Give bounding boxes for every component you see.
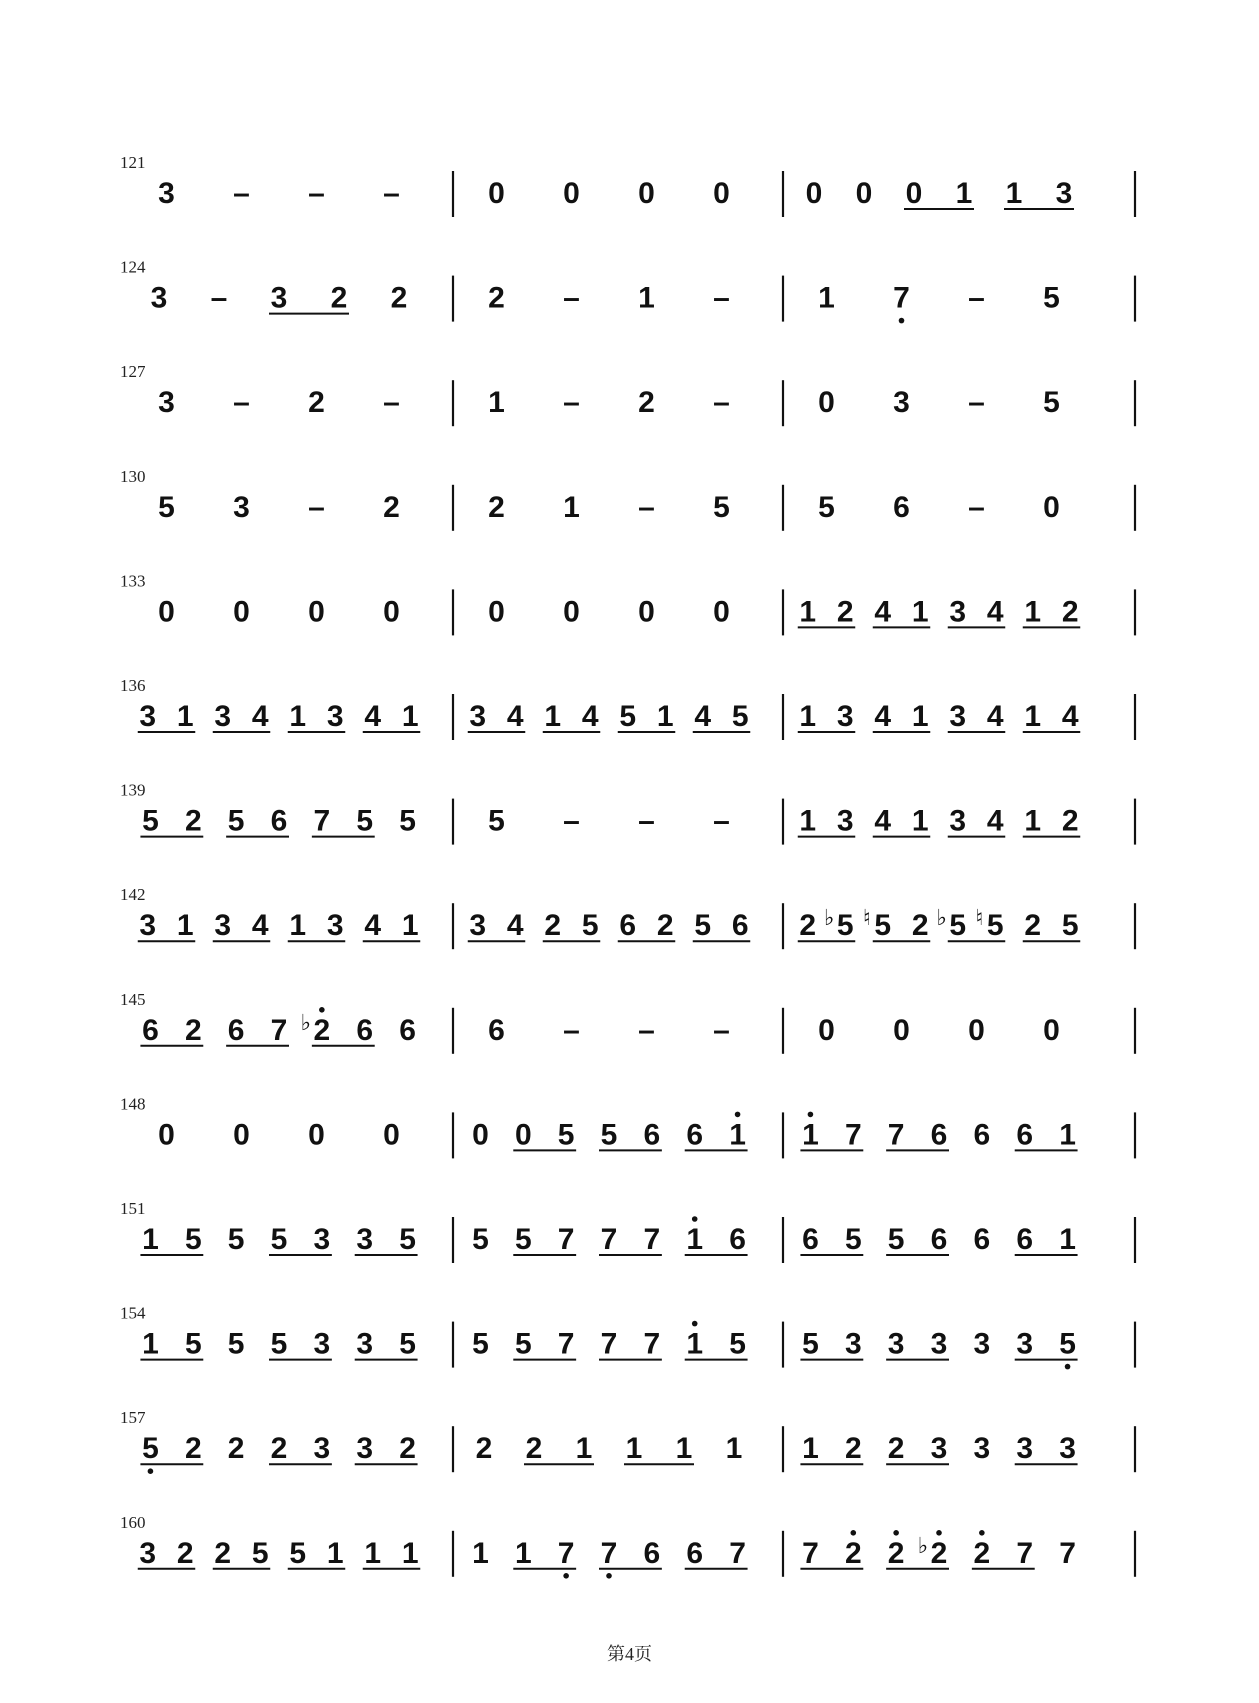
note: 7 [600, 1536, 618, 1570]
note: 7 [270, 1013, 288, 1047]
dash: – [713, 1013, 730, 1047]
note: 1 [401, 909, 419, 943]
dash: – [713, 804, 730, 838]
note: 0 [472, 1118, 489, 1152]
note: 1 [472, 1536, 489, 1570]
note: 5 [1043, 281, 1060, 315]
accidental: ♭ [824, 906, 835, 932]
note: 2 [973, 1536, 991, 1570]
note: 3 [930, 1327, 948, 1361]
accidental: ♭ [936, 906, 947, 932]
note: 2 [488, 281, 505, 315]
note: 3 [158, 386, 175, 420]
note: 2 [488, 490, 505, 524]
note: 1 [1059, 1118, 1076, 1152]
note: 6 [729, 1223, 746, 1256]
note: 7 [600, 1223, 618, 1256]
note: 5 [158, 490, 175, 524]
note: 0 [158, 1118, 175, 1152]
note: 1 [326, 1536, 344, 1570]
octave-dot [735, 1112, 741, 1118]
note: 3 [844, 1327, 862, 1361]
note: 5 [694, 909, 712, 943]
note: 1 [725, 1432, 743, 1466]
note: 4 [364, 909, 382, 943]
note: 2 [1061, 595, 1079, 629]
note: 1 [799, 804, 817, 838]
note: 6 [973, 1223, 991, 1256]
note: 1 [686, 1223, 704, 1256]
note: 0 [308, 1118, 325, 1152]
note: 4 [251, 909, 269, 943]
note: 3 [313, 1432, 331, 1466]
note: 5 [619, 700, 637, 733]
note: 5 [270, 1327, 288, 1361]
note: 4 [986, 700, 1004, 733]
note: 3 [893, 386, 910, 420]
note: 1 [575, 1432, 593, 1466]
note: 1 [729, 1118, 746, 1152]
dash: – [308, 490, 325, 524]
note: 4 [874, 700, 892, 733]
note: 2 [1024, 909, 1042, 943]
note: 3 [150, 281, 168, 315]
note: 1 [686, 1327, 704, 1361]
note: 6 [643, 1118, 661, 1152]
octave-dot [893, 1530, 899, 1536]
note: 6 [930, 1223, 948, 1256]
note: 0 [905, 177, 923, 210]
note: 1 [799, 595, 817, 629]
measure-number: 148 [120, 1094, 146, 1114]
dash: – [210, 281, 228, 315]
note: 6 [893, 490, 910, 524]
note: 0 [308, 595, 325, 629]
note: 2 [911, 909, 929, 943]
note: 6 [802, 1223, 819, 1256]
note: 3 [469, 909, 487, 943]
note: 7 [887, 1118, 905, 1152]
note: 2 [1061, 804, 1079, 838]
measure-number: 133 [120, 571, 146, 591]
note: 6 [1016, 1118, 1034, 1152]
note: 0 [638, 595, 655, 629]
note: 6 [686, 1536, 704, 1570]
note: 5 [184, 1327, 202, 1361]
note: 7 [844, 1118, 862, 1152]
measure-number: 154 [120, 1303, 146, 1323]
note: 1 [802, 1432, 819, 1466]
note: 3 [313, 1223, 331, 1256]
note: 2 [475, 1432, 493, 1466]
note: 3 [1016, 1327, 1034, 1361]
note: 5 [818, 490, 835, 524]
note: 4 [986, 595, 1004, 629]
note: 1 [289, 700, 307, 733]
note: 1 [911, 595, 929, 629]
note: 5 [986, 909, 1004, 943]
note: 0 [233, 1118, 250, 1152]
octave-dot [808, 1112, 814, 1118]
note: 2 [214, 1536, 232, 1570]
note: 1 [1024, 595, 1042, 629]
note: 1 [802, 1118, 819, 1152]
note: 3 [313, 1327, 331, 1361]
note: 1 [911, 700, 929, 733]
note: 7 [1016, 1536, 1034, 1570]
note: 1 [142, 1327, 159, 1361]
note: 4 [251, 700, 269, 733]
octave-dot [850, 1530, 856, 1536]
note: 1 [955, 177, 973, 210]
note: 0 [968, 1013, 985, 1047]
note: 1 [638, 281, 655, 315]
note: 2 [270, 1432, 288, 1466]
note: 3 [158, 177, 175, 210]
accidental: ♮ [862, 906, 871, 932]
note: 1 [799, 700, 817, 733]
note: 5 [227, 804, 245, 838]
note: 2 [844, 1432, 862, 1466]
note: 2 [330, 281, 348, 315]
measure-number: 160 [120, 1512, 146, 1532]
dash: – [563, 1013, 580, 1047]
note: 3 [326, 909, 344, 943]
note: 1 [1059, 1223, 1076, 1256]
note: 5 [802, 1327, 819, 1361]
note: 2 [227, 1432, 245, 1466]
measure-number: 142 [120, 885, 146, 905]
note: 2 [184, 804, 202, 838]
note: 6 [930, 1118, 948, 1152]
note: 2 [399, 1432, 416, 1466]
note: 3 [887, 1327, 905, 1361]
note: 3 [1055, 177, 1073, 210]
note: 5 [514, 1223, 532, 1256]
note: 5 [472, 1327, 489, 1361]
note: 6 [399, 1013, 416, 1047]
note: 6 [643, 1536, 661, 1570]
note: 2 [836, 595, 854, 629]
note: 0 [383, 1118, 400, 1152]
accidental: ♭ [917, 1533, 929, 1559]
note: 4 [364, 700, 382, 733]
note: 5 [399, 804, 416, 838]
note: 5 [874, 909, 892, 943]
octave-dot [692, 1321, 698, 1327]
note: 0 [514, 1118, 532, 1152]
note: 5 [514, 1327, 532, 1361]
note: 5 [184, 1223, 202, 1256]
note: 2 [930, 1536, 948, 1570]
note: 1 [401, 1536, 419, 1570]
note: 3 [836, 700, 854, 733]
note: 6 [227, 1013, 245, 1047]
note: 3 [139, 1536, 157, 1570]
note: 3 [1059, 1432, 1076, 1466]
note: 1 [544, 700, 562, 733]
note: 4 [506, 909, 524, 943]
dash: – [383, 386, 400, 420]
note: 3 [214, 700, 232, 733]
octave-dot [899, 318, 905, 324]
note: 0 [1043, 1013, 1060, 1047]
note: 7 [557, 1223, 575, 1256]
note: 5 [887, 1223, 905, 1256]
note: 5 [356, 804, 374, 838]
octave-dot [606, 1573, 612, 1579]
note: 3 [233, 490, 250, 524]
octave-dot [936, 1530, 942, 1536]
note: 5 [142, 804, 159, 838]
note: 5 [844, 1223, 862, 1256]
dash: – [308, 177, 325, 210]
dash: – [713, 386, 730, 420]
dash: – [638, 490, 655, 524]
note: 5 [1043, 386, 1060, 420]
note: 5 [270, 1223, 288, 1256]
note: 3 [356, 1327, 374, 1361]
note: 4 [874, 595, 892, 629]
measure-number: 145 [120, 989, 146, 1009]
note: 2 [390, 281, 408, 315]
note: 3 [973, 1327, 991, 1361]
dash: – [638, 1013, 655, 1047]
note: 5 [600, 1118, 618, 1152]
note: 3 [1016, 1432, 1034, 1466]
note: 5 [949, 909, 967, 943]
note: 7 [643, 1327, 661, 1361]
note: 2 [176, 1536, 194, 1570]
note: 7 [313, 804, 331, 838]
note: 0 [383, 595, 400, 629]
note: 2 [887, 1536, 905, 1570]
note: 0 [855, 177, 873, 210]
note: 5 [836, 909, 854, 943]
note: 5 [581, 909, 599, 943]
note: 3 [326, 700, 344, 733]
note: 6 [356, 1013, 374, 1047]
note: 1 [488, 386, 505, 420]
note: 0 [1043, 490, 1060, 524]
note: 0 [638, 177, 655, 210]
note: 1 [364, 1536, 382, 1570]
measure-number: 127 [120, 362, 146, 382]
note: 6 [488, 1013, 505, 1047]
note: 4 [986, 804, 1004, 838]
note: 3 [469, 700, 487, 733]
note: 7 [643, 1223, 661, 1256]
note: 5 [557, 1118, 575, 1152]
page-number: 第4页 [607, 1644, 652, 1664]
dash: – [638, 804, 655, 838]
dash: – [383, 177, 400, 210]
note: 3 [930, 1432, 948, 1466]
note: 7 [729, 1536, 746, 1570]
note: 2 [844, 1536, 862, 1570]
note: 5 [1059, 1327, 1076, 1361]
note: 5 [399, 1223, 416, 1256]
note: 1 [1024, 700, 1042, 733]
note: 1 [142, 1223, 159, 1256]
dash: – [563, 804, 580, 838]
note: 0 [563, 595, 580, 629]
note: 0 [805, 177, 823, 210]
note: 7 [557, 1536, 575, 1570]
note: 3 [356, 1432, 374, 1466]
note: 3 [270, 281, 288, 315]
accidental: ♮ [975, 906, 984, 932]
note: 4 [694, 700, 712, 733]
measure-number: 136 [120, 676, 146, 695]
note: 1 [1024, 804, 1042, 838]
note: 0 [818, 1013, 835, 1047]
note: 3 [356, 1223, 374, 1256]
note: 0 [713, 177, 730, 210]
note: 2 [184, 1432, 202, 1466]
note: 6 [142, 1013, 159, 1047]
note: 5 [289, 1536, 307, 1570]
note: 3 [949, 595, 967, 629]
note: 0 [563, 177, 580, 210]
note: 5 [1061, 909, 1079, 943]
note: 5 [488, 804, 505, 838]
note: 5 [472, 1223, 489, 1256]
note: 4 [874, 804, 892, 838]
note: 4 [506, 700, 524, 733]
octave-dot [692, 1216, 698, 1222]
note: 5 [251, 1536, 269, 1570]
accidental: ♭ [300, 1010, 312, 1036]
note: 2 [887, 1432, 905, 1466]
measure-number: 139 [120, 780, 146, 800]
note: 2 [184, 1013, 202, 1047]
note: 0 [488, 177, 505, 210]
octave-dot [563, 1573, 569, 1579]
octave-dot [319, 1007, 325, 1013]
note: 6 [686, 1118, 704, 1152]
note: 1 [563, 490, 580, 524]
measure-number: 124 [120, 257, 146, 277]
note: 5 [729, 1327, 746, 1361]
note: 1 [289, 909, 307, 943]
dash: – [233, 177, 250, 210]
note: 5 [399, 1327, 416, 1361]
note: 0 [158, 595, 175, 629]
measure-number: 121 [120, 153, 146, 172]
octave-dot [1065, 1364, 1071, 1370]
note: 1 [818, 281, 835, 315]
dash: – [968, 386, 985, 420]
note: 5 [713, 490, 730, 524]
note: 3 [836, 804, 854, 838]
note: 2 [308, 386, 325, 420]
note: 2 [544, 909, 562, 943]
note: 0 [713, 595, 730, 629]
note: 5 [142, 1432, 159, 1466]
dash: – [563, 281, 580, 315]
note: 3 [139, 909, 157, 943]
note: 7 [802, 1536, 819, 1570]
measure-number: 151 [120, 1199, 146, 1218]
note: 1 [675, 1432, 693, 1466]
note: 1 [401, 700, 419, 733]
note: 5 [227, 1327, 245, 1361]
note: 1 [176, 700, 194, 733]
note: 7 [557, 1327, 575, 1361]
dash: – [968, 281, 985, 315]
note: 0 [818, 386, 835, 420]
note: 1 [625, 1432, 643, 1466]
octave-dot [979, 1530, 985, 1536]
octave-dot [148, 1468, 154, 1474]
note: 3 [139, 700, 157, 733]
note: 3 [949, 700, 967, 733]
note: 0 [488, 595, 505, 629]
note: 1 [656, 700, 674, 733]
note: 2 [313, 1013, 331, 1047]
note: 7 [893, 281, 910, 315]
note: 4 [1061, 700, 1079, 733]
note: 2 [638, 386, 655, 420]
note: 7 [600, 1327, 618, 1361]
note: 2 [799, 909, 817, 943]
note: 5 [227, 1223, 245, 1256]
note: 3 [214, 909, 232, 943]
measure-number: 130 [120, 466, 146, 486]
dash: – [968, 490, 985, 524]
note: 1 [911, 804, 929, 838]
note: 1 [514, 1536, 532, 1570]
note: 6 [1016, 1223, 1034, 1256]
note: 4 [581, 700, 599, 733]
dash: – [233, 386, 250, 420]
note: 3 [949, 804, 967, 838]
note: 2 [525, 1432, 543, 1466]
note: 6 [731, 909, 749, 943]
note: 0 [893, 1013, 910, 1047]
note: 0 [233, 595, 250, 629]
note: 6 [270, 804, 288, 838]
note: 6 [619, 909, 637, 943]
note: 6 [973, 1118, 991, 1152]
note: 2 [383, 490, 400, 524]
note: 1 [176, 909, 194, 943]
measure-number: 157 [120, 1408, 146, 1428]
note: 3 [973, 1432, 991, 1466]
note: 1 [1005, 177, 1023, 210]
note: 5 [731, 700, 749, 733]
note: 2 [656, 909, 674, 943]
note: 7 [1059, 1536, 1076, 1570]
dash: – [713, 281, 730, 315]
dash: – [563, 386, 580, 420]
